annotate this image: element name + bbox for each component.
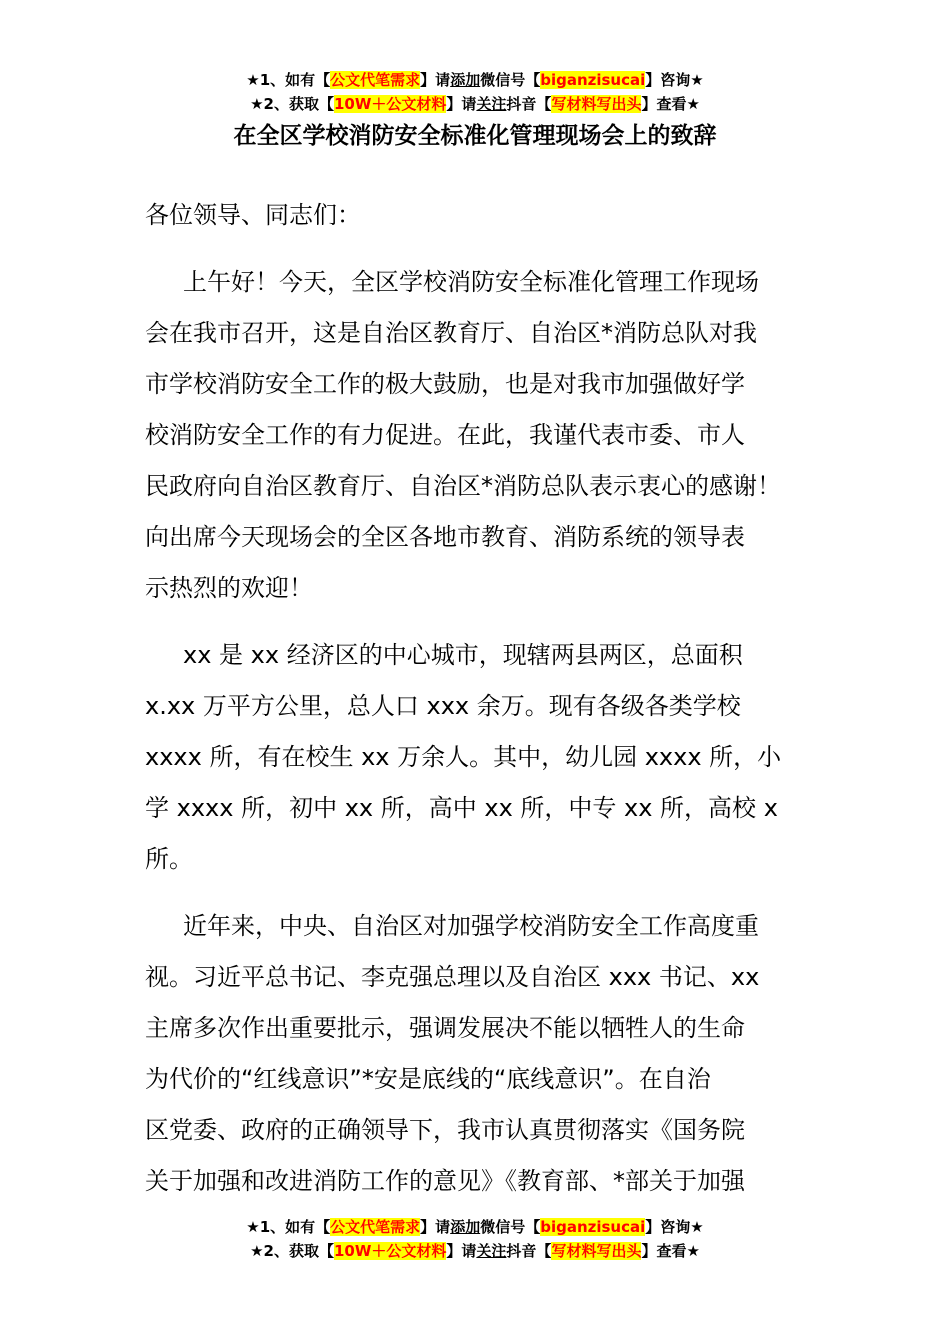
paragraph-line: 近年来，中央、自治区对加强学校消防安全工作高度重	[183, 912, 759, 940]
paragraph-line: 区党委、政府的正确领导下，我市认真贯彻落实《国务院	[145, 1116, 745, 1144]
paragraph-line: 所。	[145, 845, 193, 873]
paragraph-line: x.xx 万平方公里，总人口 xxx 余万。现有各级各类学校	[145, 692, 741, 720]
paragraph-line: xx 是 xx 经济区的中心城市，现辖两县两区，总面积	[183, 641, 743, 669]
footer-banner	[0, 1215, 950, 1263]
banner-text: 】请	[446, 95, 477, 113]
banner-text: 抖音【	[506, 1242, 552, 1260]
underlined-text: 添加	[450, 1218, 481, 1236]
highlight-text: 写材料写出头	[551, 1242, 642, 1260]
highlight-text: 写材料写出头	[551, 95, 642, 113]
banner-text: ★1、如有【	[246, 1218, 331, 1236]
paragraph-line: xxxx 所，有在校生 xx 万余人。其中，幼儿园 xxxx 所，小	[145, 743, 782, 771]
banner-line-1	[0, 68, 950, 92]
banner-text: 微信号【	[480, 71, 541, 89]
banner-text: 微信号【	[480, 1218, 541, 1236]
paragraph-line: 民政府向自治区教育厅、自治区*消防总队表示衷心的感谢！	[145, 472, 781, 500]
banner-text: 】咨询★	[645, 71, 704, 89]
paragraph-line: 示热烈的欢迎！	[145, 574, 313, 602]
banner-text: ★2、获取【	[250, 95, 334, 113]
paragraph-line: 会在我市召开，这是自治区教育厅、自治区*消防总队对我	[145, 319, 757, 347]
paragraph-3	[145, 901, 815, 1207]
highlight-text: 公文代笔需求	[330, 71, 421, 89]
document-body	[145, 190, 815, 1223]
paragraph-line: 学 xxxx 所，初中 xx 所，高中 xx 所，中专 xx 所，高校 x	[145, 794, 778, 822]
banner-line-2	[0, 1239, 950, 1263]
banner-line-2	[0, 92, 950, 116]
banner-text: 抖音【	[506, 95, 552, 113]
underlined-text: 添加	[450, 71, 481, 89]
highlight-text: biganzisucai	[540, 71, 646, 89]
highlight-text: 10W＋公文材料	[333, 95, 447, 113]
banner-text: ★1、如有【	[246, 71, 331, 89]
banner-text: 】查看★	[641, 95, 700, 113]
paragraph-2	[145, 630, 815, 885]
paragraph-line: 校消防安全工作的有力促进。在此，我谨代表市委、市人	[145, 421, 745, 449]
banner-line-1	[0, 1215, 950, 1239]
header-banner	[0, 68, 950, 116]
paragraph-line: 上午好！今天，全区学校消防安全标准化管理工作现场	[183, 268, 759, 296]
paragraph-1	[145, 257, 815, 614]
banner-text: 】请	[420, 1218, 451, 1236]
banner-text: 】咨询★	[645, 1218, 704, 1236]
underlined-text: 关注	[476, 95, 507, 113]
banner-text: 】请	[420, 71, 451, 89]
paragraph-line: 主席多次作出重要批示，强调发展决不能以牺牲人的生命	[145, 1014, 745, 1042]
highlight-text: biganzisucai	[540, 1218, 646, 1236]
paragraph-line: 向出席今天现场会的全区各地市教育、消防系统的领导表	[145, 523, 745, 551]
banner-text: ★2、获取【	[250, 1242, 334, 1260]
salutation: 各位领导、同志们：	[145, 201, 361, 229]
banner-text: 】查看★	[641, 1242, 700, 1260]
document-title: 在全区学校消防安全标准化管理现场会上的致辞	[233, 123, 717, 149]
paragraph-line: 市学校消防安全工作的极大鼓励，也是对我市加强做好学	[145, 370, 745, 398]
banner-text: 】请	[446, 1242, 477, 1260]
paragraph-line: 关于加强和改进消防工作的意见》《教育部、*部关于加强	[145, 1167, 745, 1195]
highlight-text: 公文代笔需求	[330, 1218, 421, 1236]
underlined-text: 关注	[476, 1242, 507, 1260]
highlight-text: 10W＋公文材料	[333, 1242, 447, 1260]
paragraph-line: 视。习近平总书记、李克强总理以及自治区 xxx 书记、xx	[145, 963, 760, 991]
paragraph-line: 为代价的“红线意识”*安是底线的“底线意识”。在自治	[145, 1065, 711, 1093]
